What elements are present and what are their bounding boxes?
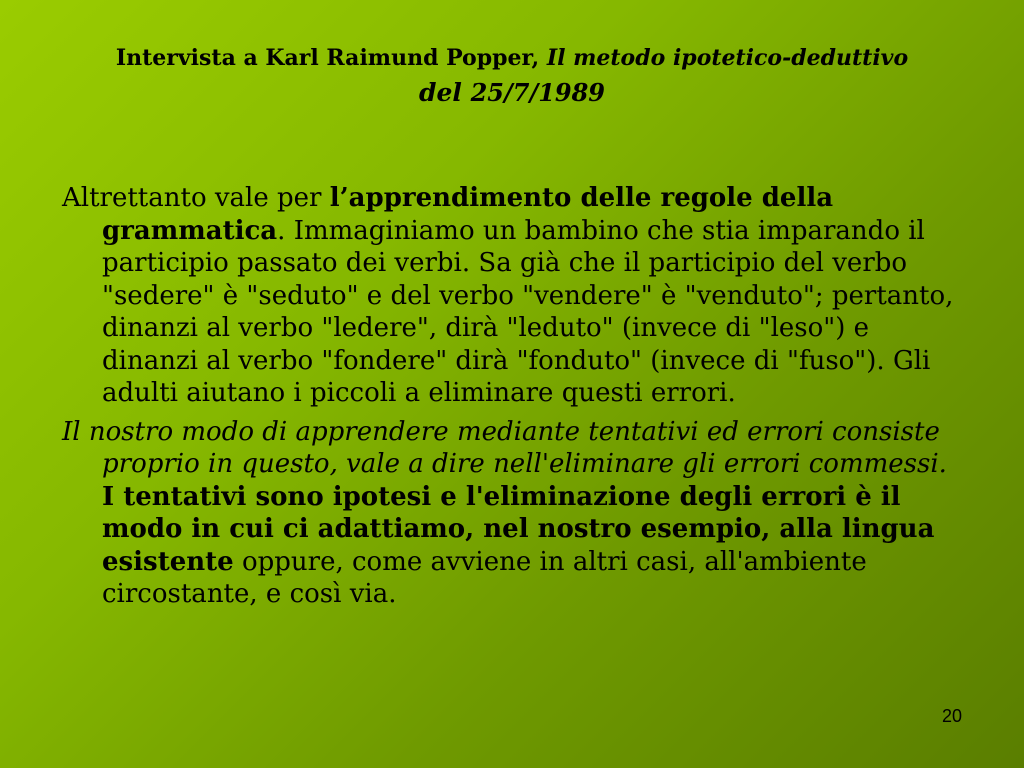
title-date-line [100,75,924,111]
slide-title [100,42,924,111]
paragraph-2-bold: I tentativi sono ipotesi e l'eliminazione degli errori è il modo in cui ci adattiamo, nel nostro esempio, alla lingua esistente [102,481,935,577]
title-date-prefix: del [418,78,471,107]
paragraph-1 [62,182,966,410]
title-date: 25/7/1989 [470,78,606,107]
paragraph-1-rest: . Immaginiamo un bambino che stia imparando il participio passato dei verbi. Sa già che il participio del verbo "sedere" è "seduto" e del verbo "vendere" è "venduto"; pertanto, dinanzi al verbo "ledere", dirà "leduto" (invece di "leso") e dinanzi al verbo "fondere" dirà "fonduto" (invece di "fuso"). Gli adulti aiutano i piccoli a eliminare questi errori. [102,215,954,408]
paragraph-2-italic: Il nostro modo di apprendere mediante tentativi ed errori consiste proprio in questo, vale a dire nell'eliminare gli errori commessi. [62,416,947,479]
page-number: 20 [941,706,962,726]
title-work: Il metodo ipotetico-deduttivo [546,45,909,71]
paragraph-1-intro: Altrettanto vale per [62,183,330,213]
slide-body [62,182,966,617]
paragraph-2 [62,416,966,611]
title-prefix: Intervista a Karl Raimund Popper, [115,45,547,71]
paragraph-1-bold: l’apprendimento delle regole della grammatica [102,183,834,246]
paragraph-2-rest: oppure, come avviene in altri casi, all'ambiente circostante, e così via. [102,546,867,609]
